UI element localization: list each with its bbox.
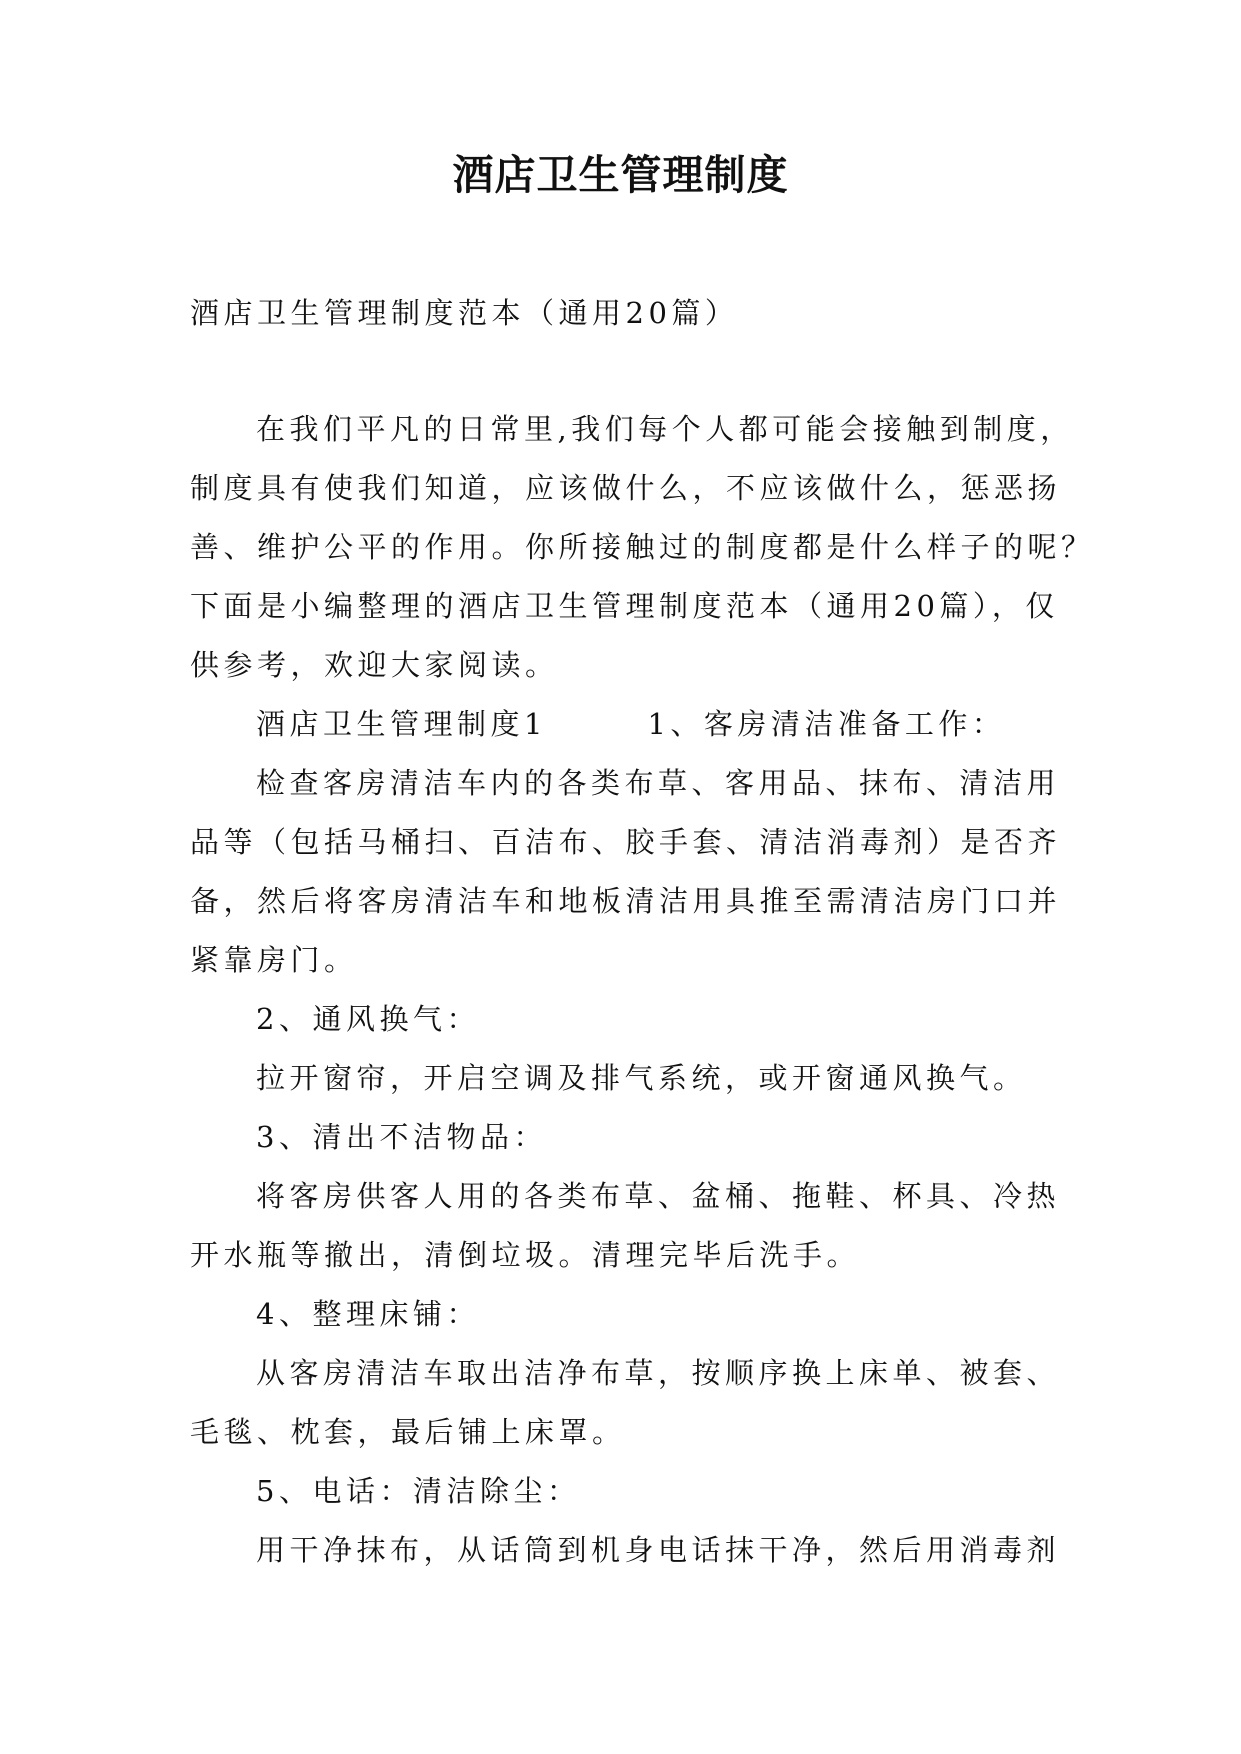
paragraph-line: 善、维护公平的作用。你所接触过的制度都是什么样子的呢？: [190, 530, 1095, 564]
paragraph-line: 品等（包括马桶扫、百洁布、胶手套、清洁消毒剂）是否齐: [190, 825, 1062, 859]
paragraph-line: 供参考，欢迎大家阅读。: [190, 648, 559, 682]
paragraph-line: 从客房清洁车取出洁净布草，按顺序换上床单、被套、: [256, 1356, 1061, 1390]
paragraph-line: 拉开窗帘，开启空调及排气系统，或开窗通风换气。: [256, 1061, 1027, 1095]
paragraph-line: 检查客房清洁车内的各类布草、客用品、抹布、清洁用: [256, 766, 1061, 800]
paragraph-line: 紧靠房门。: [190, 943, 358, 977]
paragraph-line: 备，然后将客房清洁车和地板清洁用具推至需清洁房门口并: [190, 884, 1062, 918]
section-heading: 酒店卫生管理制度1 1、客房清洁准备工作：: [256, 707, 1006, 741]
paragraph-line: 用干净抹布，从话筒到机身电话抹干净，然后用消毒剂: [256, 1533, 1061, 1567]
paragraph-line: 下面是小编整理的酒店卫生管理制度范本（通用20篇），仅: [190, 589, 1059, 623]
paragraph-line: 在我们平凡的日常里,我们每个人都可能会接触到制度，: [256, 412, 1074, 446]
paragraph-line: 制度具有使我们知道，应该做什么，不应该做什么，惩恶扬: [190, 471, 1062, 505]
item-heading: 3、清出不洁物品：: [256, 1120, 547, 1154]
paragraph-line: 毛毯、枕套，最后铺上床罩。: [190, 1415, 626, 1449]
item-heading: 2、通风换气：: [256, 1002, 480, 1036]
document-title: 酒店卫生管理制度: [452, 151, 789, 199]
paragraph-line: 开水瓶等撤出，清倒垃圾。清理完毕后洗手。: [190, 1238, 861, 1272]
item-heading: 5、电话：清洁除尘：: [256, 1474, 581, 1508]
item-heading: 4、整理床铺：: [256, 1297, 480, 1331]
paragraph-line: 将客房供客人用的各类布草、盆桶、拖鞋、杯具、冷热: [256, 1179, 1061, 1213]
document-subtitle: 酒店卫生管理制度范本（通用20篇）: [190, 296, 739, 330]
